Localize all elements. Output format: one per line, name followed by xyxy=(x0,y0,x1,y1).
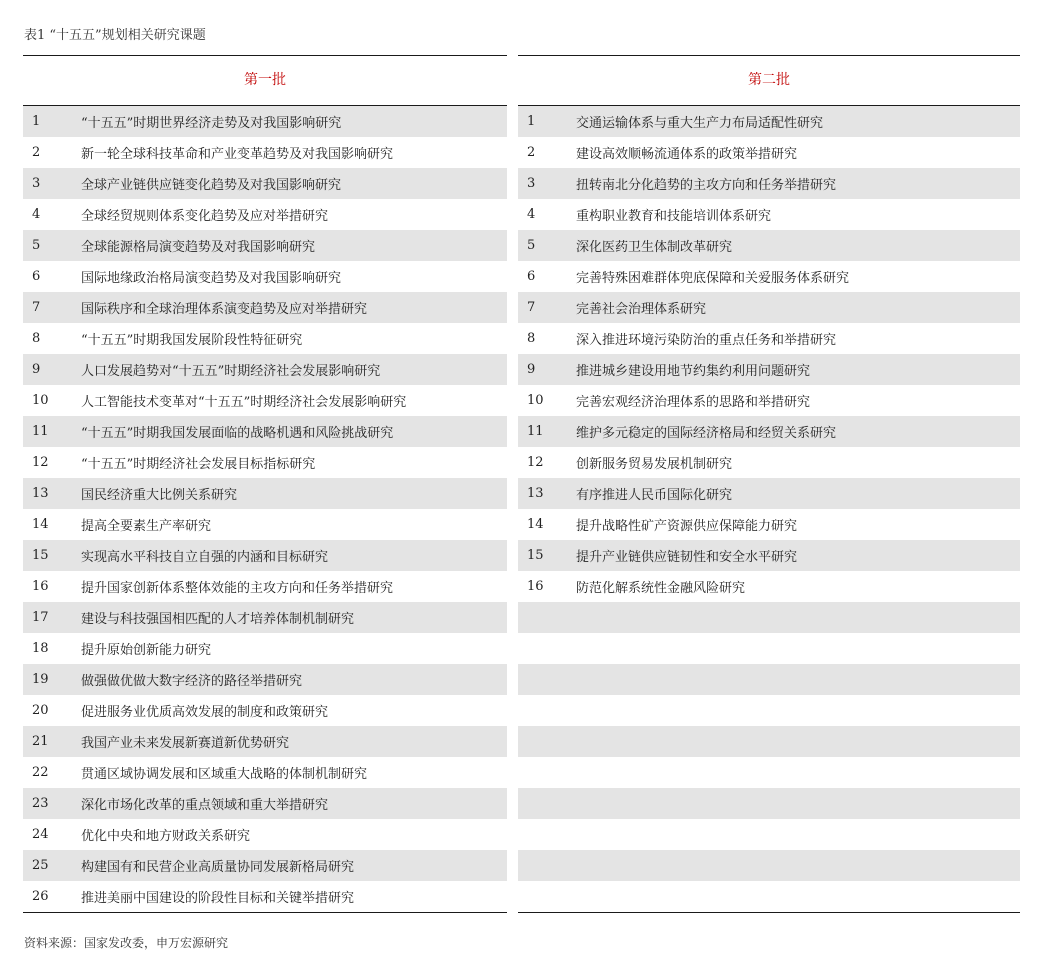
bottom-rule xyxy=(518,912,1020,913)
empty-row xyxy=(518,602,1020,633)
table-row xyxy=(518,106,1020,137)
row-title: 重构职业教育和技能培训体系研究 xyxy=(576,209,772,224)
table-row xyxy=(23,385,507,416)
row-number: 6 xyxy=(32,269,41,284)
row-title: 全球经贸规则体系变化趋势及应对举措研究 xyxy=(81,209,329,224)
table-caption: 表1 “十五五”规划相关研究课题 xyxy=(24,28,206,43)
row-number: 12 xyxy=(32,455,49,470)
row-title: 防范化解系统性金融风险研究 xyxy=(576,581,746,596)
table-row xyxy=(518,571,1020,602)
table-row xyxy=(23,509,507,540)
row-number: 3 xyxy=(32,176,41,191)
table-row xyxy=(23,137,507,168)
table-row xyxy=(518,540,1020,571)
table-row xyxy=(518,447,1020,478)
table-row xyxy=(23,261,507,292)
row-number: 20 xyxy=(32,703,49,718)
row-title: 我国产业未来发展新赛道新优势研究 xyxy=(81,736,290,751)
source-note: 资料来源：国家发改委，申万宏源研究 xyxy=(24,936,229,950)
table-row xyxy=(23,695,507,726)
table-row xyxy=(23,571,507,602)
table-row xyxy=(23,602,507,633)
empty-row xyxy=(518,726,1020,757)
row-title: 推进城乡建设用地节约集约利用问题研究 xyxy=(576,364,811,379)
row-number: 7 xyxy=(527,300,536,315)
row-title: 促进服务业优质高效发展的制度和政策研究 xyxy=(81,705,329,720)
row-title: 做强做优做大数字经济的路径举措研究 xyxy=(81,674,303,689)
table-row xyxy=(518,292,1020,323)
row-number: 13 xyxy=(527,486,544,501)
row-number: 26 xyxy=(32,889,49,904)
table-row xyxy=(23,168,507,199)
row-number: 3 xyxy=(527,176,536,191)
row-title: 提升战略性矿产资源供应保障能力研究 xyxy=(576,519,798,534)
row-number: 19 xyxy=(32,672,49,687)
row-title: 贯通区域协调发展和区域重大战略的体制机制研究 xyxy=(81,767,368,782)
row-title: 提升国家创新体系整体效能的主攻方向和任务举措研究 xyxy=(81,581,394,596)
table-row xyxy=(23,757,507,788)
row-title: 深入推进环境污染防治的重点任务和举措研究 xyxy=(576,333,837,348)
bottom-rule xyxy=(23,912,507,913)
row-title: 人工智能技术变革对“十五五”时期经济社会发展影响研究 xyxy=(81,395,407,410)
row-title: 实现高水平科技自立自强的内涵和目标研究 xyxy=(81,550,329,565)
row-title: 创新服务贸易发展机制研究 xyxy=(576,457,733,472)
row-title: 全球能源格局演变趋势及对我国影响研究 xyxy=(81,240,316,255)
row-number: 2 xyxy=(32,145,41,160)
table-row xyxy=(518,509,1020,540)
row-number: 23 xyxy=(32,796,49,811)
row-number: 2 xyxy=(527,145,536,160)
table-row xyxy=(518,354,1020,385)
table-row xyxy=(518,230,1020,261)
table-row xyxy=(518,261,1020,292)
empty-row xyxy=(518,695,1020,726)
row-title: 优化中央和地方财政关系研究 xyxy=(81,829,251,844)
row-title: 深化市场化改革的重点领域和重大举措研究 xyxy=(81,798,329,813)
row-title: 构建国有和民营企业高质量协同发展新格局研究 xyxy=(81,860,355,875)
row-number: 18 xyxy=(32,641,49,656)
row-number: 15 xyxy=(32,548,49,563)
row-number: 7 xyxy=(32,300,41,315)
table-row xyxy=(23,416,507,447)
table-row xyxy=(23,540,507,571)
row-number: 4 xyxy=(32,207,41,222)
batch-1-panel xyxy=(23,55,507,913)
empty-row xyxy=(518,819,1020,850)
row-number: 16 xyxy=(527,579,544,594)
row-number: 8 xyxy=(527,331,536,346)
row-number: 15 xyxy=(527,548,544,563)
row-title: 国民经济重大比例关系研究 xyxy=(81,488,238,503)
row-number: 10 xyxy=(32,393,49,408)
row-number: 5 xyxy=(32,238,41,253)
table-row xyxy=(23,323,507,354)
row-number: 16 xyxy=(32,579,49,594)
row-title: 国际地缘政治格局演变趋势及对我国影响研究 xyxy=(81,271,342,286)
row-title: 提升产业链供应链韧性和安全水平研究 xyxy=(576,550,798,565)
row-title: 扭转南北分化趋势的主攻方向和任务举措研究 xyxy=(576,178,837,193)
table-row xyxy=(518,168,1020,199)
table-row xyxy=(23,230,507,261)
row-number: 1 xyxy=(527,114,536,129)
row-number: 13 xyxy=(32,486,49,501)
empty-row xyxy=(518,788,1020,819)
table-row xyxy=(23,664,507,695)
row-number: 24 xyxy=(32,827,49,842)
table-row xyxy=(518,385,1020,416)
row-title: 新一轮全球科技革命和产业变革趋势及对我国影响研究 xyxy=(81,147,394,162)
table-row xyxy=(23,633,507,664)
row-number: 17 xyxy=(32,610,49,625)
row-number: 14 xyxy=(527,517,544,532)
row-title: 建设与科技强国相匹配的人才培养体制机制研究 xyxy=(81,612,355,627)
table-row xyxy=(23,199,507,230)
table-row xyxy=(23,788,507,819)
row-title: “十五五”时期经济社会发展目标指标研究 xyxy=(81,457,316,472)
row-title: 提高全要素生产率研究 xyxy=(81,519,212,534)
empty-row xyxy=(518,633,1020,664)
row-title: 推进美丽中国建设的阶段性目标和关键举措研究 xyxy=(81,891,355,906)
row-number: 12 xyxy=(527,455,544,470)
row-number: 4 xyxy=(527,207,536,222)
row-title: “十五五”时期我国发展阶段性特征研究 xyxy=(81,333,303,348)
row-title: 国际秩序和全球治理体系演变趋势及应对举措研究 xyxy=(81,302,368,317)
row-number: 21 xyxy=(32,734,49,749)
row-title: 完善宏观经济治理体系的思路和举措研究 xyxy=(576,395,811,410)
row-number: 8 xyxy=(32,331,41,346)
empty-row xyxy=(518,664,1020,695)
batch-2-rows xyxy=(518,106,1020,912)
row-number: 14 xyxy=(32,517,49,532)
table-row xyxy=(23,850,507,881)
row-number: 9 xyxy=(527,362,536,377)
table-row xyxy=(518,137,1020,168)
row-number: 25 xyxy=(32,858,49,873)
row-number: 11 xyxy=(32,424,49,439)
row-number: 10 xyxy=(527,393,544,408)
row-title: “十五五”时期我国发展面临的战略机遇和风险挑战研究 xyxy=(81,426,394,441)
row-title: 交通运输体系与重大生产力布局适配性研究 xyxy=(576,116,824,131)
empty-row xyxy=(518,850,1020,881)
table-row xyxy=(518,416,1020,447)
row-title: 完善特殊困难群体兜底保障和关爱服务体系研究 xyxy=(576,271,850,286)
table-row xyxy=(23,819,507,850)
row-title: 有序推进人民币国际化研究 xyxy=(576,488,733,503)
row-title: 深化医药卫生体制改革研究 xyxy=(576,240,733,255)
row-number: 6 xyxy=(527,269,536,284)
batch-2-header: 第二批 xyxy=(518,56,1020,106)
batch-2-panel xyxy=(518,55,1020,913)
empty-row xyxy=(518,757,1020,788)
row-number: 1 xyxy=(32,114,41,129)
table-row xyxy=(23,881,507,912)
row-title: 维护多元稳定的国际经济格局和经贸关系研究 xyxy=(576,426,837,441)
row-title: 全球产业链供应链变化趋势及对我国影响研究 xyxy=(81,178,342,193)
row-number: 5 xyxy=(527,238,536,253)
table-row xyxy=(23,726,507,757)
row-title: 完善社会治理体系研究 xyxy=(576,302,707,317)
table-row xyxy=(518,478,1020,509)
row-title: 建设高效顺畅流通体系的政策举措研究 xyxy=(576,147,798,162)
table-row xyxy=(23,447,507,478)
batch-1-rows xyxy=(23,106,507,912)
table-row xyxy=(23,478,507,509)
table-row xyxy=(23,106,507,137)
table-row xyxy=(23,354,507,385)
row-title: 提升原始创新能力研究 xyxy=(81,643,212,658)
batch-1-header: 第一批 xyxy=(23,56,507,106)
row-title: “十五五”时期世界经济走势及对我国影响研究 xyxy=(81,116,342,131)
table-row xyxy=(23,292,507,323)
row-title: 人口发展趋势对“十五五”时期经济社会发展影响研究 xyxy=(81,364,381,379)
row-number: 22 xyxy=(32,765,49,780)
row-number: 11 xyxy=(527,424,544,439)
empty-row xyxy=(518,881,1020,912)
table-row xyxy=(518,199,1020,230)
row-number: 9 xyxy=(32,362,41,377)
table-row xyxy=(518,323,1020,354)
